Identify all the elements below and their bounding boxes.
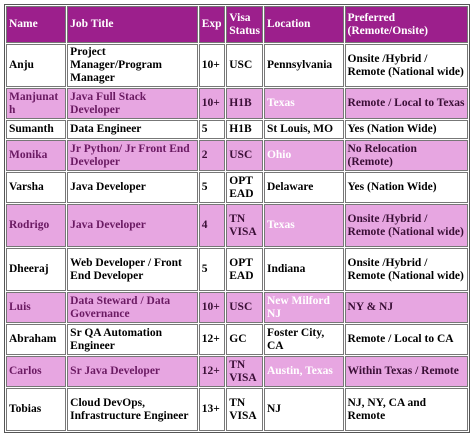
cell-job-title: Java Full Stack Developer xyxy=(67,88,198,119)
table-row xyxy=(6,140,468,171)
cell-visa: H1B xyxy=(226,120,263,139)
cell-name: Dheeraj xyxy=(6,248,66,291)
cell-exp: 10+ xyxy=(199,44,226,87)
cell-preferred: Yes (Nation Wide) xyxy=(345,120,468,139)
cell-preferred: Yes (Nation Wide) xyxy=(345,172,468,203)
table-row xyxy=(6,44,468,87)
cell-job-title: Sr QA Automation Engineer xyxy=(67,324,198,355)
cell-preferred: Onsite /Hybrid / Remote (National wide) xyxy=(345,44,468,87)
cell-name: Luis xyxy=(6,292,66,323)
cell-location: New Milford NJ xyxy=(264,292,344,323)
cell-exp: 5 xyxy=(199,248,226,291)
cell-location: Indiana xyxy=(264,248,344,291)
cell-exp: 2 xyxy=(199,140,226,171)
cell-name: Abraham xyxy=(6,324,66,355)
cell-location: Austin, Texas xyxy=(264,356,344,387)
cell-visa: TN VISA xyxy=(226,388,263,431)
header-name: Name xyxy=(6,6,66,43)
table-row xyxy=(6,172,468,203)
cell-name: Carlos xyxy=(6,356,66,387)
cell-visa: USC xyxy=(226,44,263,87)
cell-name: Tobias xyxy=(6,388,66,431)
cell-exp: 10+ xyxy=(199,292,226,323)
cell-visa: USC xyxy=(226,140,263,171)
cell-preferred: NJ, NY, CA and Remote xyxy=(345,388,468,431)
cell-visa: GC xyxy=(226,324,263,355)
cell-visa: TN VISA xyxy=(226,204,263,247)
table-row xyxy=(6,120,468,139)
cell-name: Rodrigo xyxy=(6,204,66,247)
header-visa-status: Visa Status xyxy=(226,6,263,43)
cell-name: Anju xyxy=(6,44,66,87)
cell-preferred: Onsite /Hybrid / Remote (National wide) xyxy=(345,204,468,247)
cell-preferred: No Relocation (Remote) xyxy=(345,140,468,171)
header-job-title: Job Title xyxy=(67,6,198,43)
cell-job-title: Jr Python/ Jr Front End Developer xyxy=(67,140,198,171)
cell-exp: 4 xyxy=(199,204,226,247)
cell-visa: USC xyxy=(226,292,263,323)
cell-preferred: Remote / Local to Texas xyxy=(345,88,468,119)
table-row xyxy=(6,356,468,387)
cell-location: Delaware xyxy=(264,172,344,203)
cell-visa: TN VISA xyxy=(226,356,263,387)
cell-location: NJ xyxy=(264,388,344,431)
cell-location: Foster City, CA xyxy=(264,324,344,355)
candidate-table xyxy=(4,4,470,433)
cell-exp: 5 xyxy=(199,120,226,139)
table-row xyxy=(6,88,468,119)
header-row xyxy=(6,6,468,43)
cell-preferred: Remote / Local to CA xyxy=(345,324,468,355)
cell-exp: 12+ xyxy=(199,356,226,387)
cell-visa: H1B xyxy=(226,88,263,119)
table-row xyxy=(6,388,468,431)
cell-visa: OPT EAD xyxy=(226,248,263,291)
header-preferred: Preferred (Remote/Onsite) xyxy=(345,6,468,43)
cell-name: Varsha xyxy=(6,172,66,203)
table-row xyxy=(6,204,468,247)
cell-job-title: Project Manager/Program Manager xyxy=(67,44,198,87)
cell-preferred: NY & NJ xyxy=(345,292,468,323)
cell-job-title: Data Steward / Data Governance xyxy=(67,292,198,323)
cell-name: Manjunath xyxy=(6,88,66,119)
cell-job-title: Cloud DevOps, Infrastructure Engineer xyxy=(67,388,198,431)
cell-exp: 13+ xyxy=(199,388,226,431)
cell-location: Pennsylvania xyxy=(264,44,344,87)
table-row xyxy=(6,292,468,323)
header-location: Location xyxy=(264,6,344,43)
cell-location: St Louis, MO xyxy=(264,120,344,139)
cell-visa: OPT EAD xyxy=(226,172,263,203)
cell-location: Texas xyxy=(264,204,344,247)
cell-name: Sumanth xyxy=(6,120,66,139)
cell-job-title: Sr Java Developer xyxy=(67,356,198,387)
cell-preferred: Onsite /Hybrid / Remote (National wide) xyxy=(345,248,468,291)
table-row xyxy=(6,248,468,291)
header-exp: Exp xyxy=(199,6,226,43)
cell-job-title: Web Developer / Front End Developer xyxy=(67,248,198,291)
table-row xyxy=(6,324,468,355)
cell-preferred: Within Texas / Remote xyxy=(345,356,468,387)
cell-exp: 12+ xyxy=(199,324,226,355)
candidate-table-container xyxy=(4,4,470,433)
cell-job-title: Data Engineer xyxy=(67,120,198,139)
cell-exp: 10+ xyxy=(199,88,226,119)
cell-name: Monika xyxy=(6,140,66,171)
cell-location: Texas xyxy=(264,88,344,119)
cell-job-title: Java Developer xyxy=(67,204,198,247)
cell-job-title: Java Developer xyxy=(67,172,198,203)
cell-location: Ohio xyxy=(264,140,344,171)
cell-exp: 5 xyxy=(199,172,226,203)
